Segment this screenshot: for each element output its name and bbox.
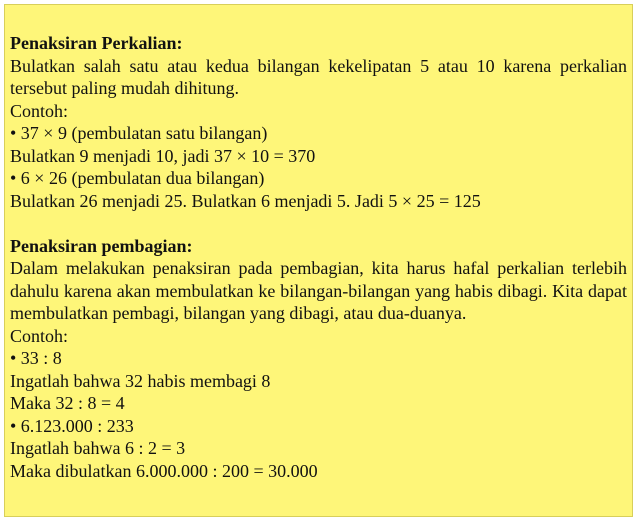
line-perkalian-solution-1: Bulatkan 9 menjadi 10, jadi 37 × 10 = 370: [10, 145, 316, 166]
line-pembagian-note-1: Ingatlah bahwa 32 habis membagi 8: [10, 370, 271, 391]
line-pembagian-note-2: Ingatlah bahwa 6 : 2 = 3: [10, 438, 186, 458]
line-perkalian-solution-2: Bulatkan 26 menjadi 25. Bulatkan 6 menjadi 5. Jadi 5 × 25 = 125: [10, 190, 481, 211]
line-pembagian-result-2: Maka dibulatkan 6.000.000 : 200 = 30.000: [10, 460, 318, 481]
section-gap: [10, 212, 627, 235]
line-perkalian-example-2: • 6 × 26 (pembulatan dua bilangan): [10, 168, 265, 188]
content-panel: [4, 4, 633, 517]
line-pembagian-contoh: Contoh:: [10, 325, 69, 346]
line-pembagian-result-1: Maka 32 : 8 = 4: [10, 393, 125, 413]
line-perkalian-example-1: • 37 × 9 (pembulatan satu bilangan): [10, 123, 268, 143]
heading-pembagian: Penaksiran pembagian:: [10, 235, 193, 256]
line-pembagian-example-2: • 6.123.000 : 233: [10, 415, 134, 436]
line-pembagian-example-1: • 33 : 8: [10, 348, 62, 368]
paragraph-perkalian: Bulatkan salah satu atau kedua bilangan kekelipatan 5 atau 10 karena perkalian tersebut paling mudah dihitung.: [10, 55, 627, 98]
paragraph-pembagian: Dalam melakukan penaksiran pada pembagian, kita harus hafal perkalian terlebih dahulu karena akan membulatkan ke bilangan-bilangan yang habis dibagi. Kita dapat membulatkan pembagi, bilangan yang dibagi, atau dua-duanya.: [10, 258, 627, 323]
heading-perkalian: Penaksiran Perkalian:: [10, 33, 183, 53]
line-perkalian-contoh: Contoh:: [10, 100, 69, 121]
